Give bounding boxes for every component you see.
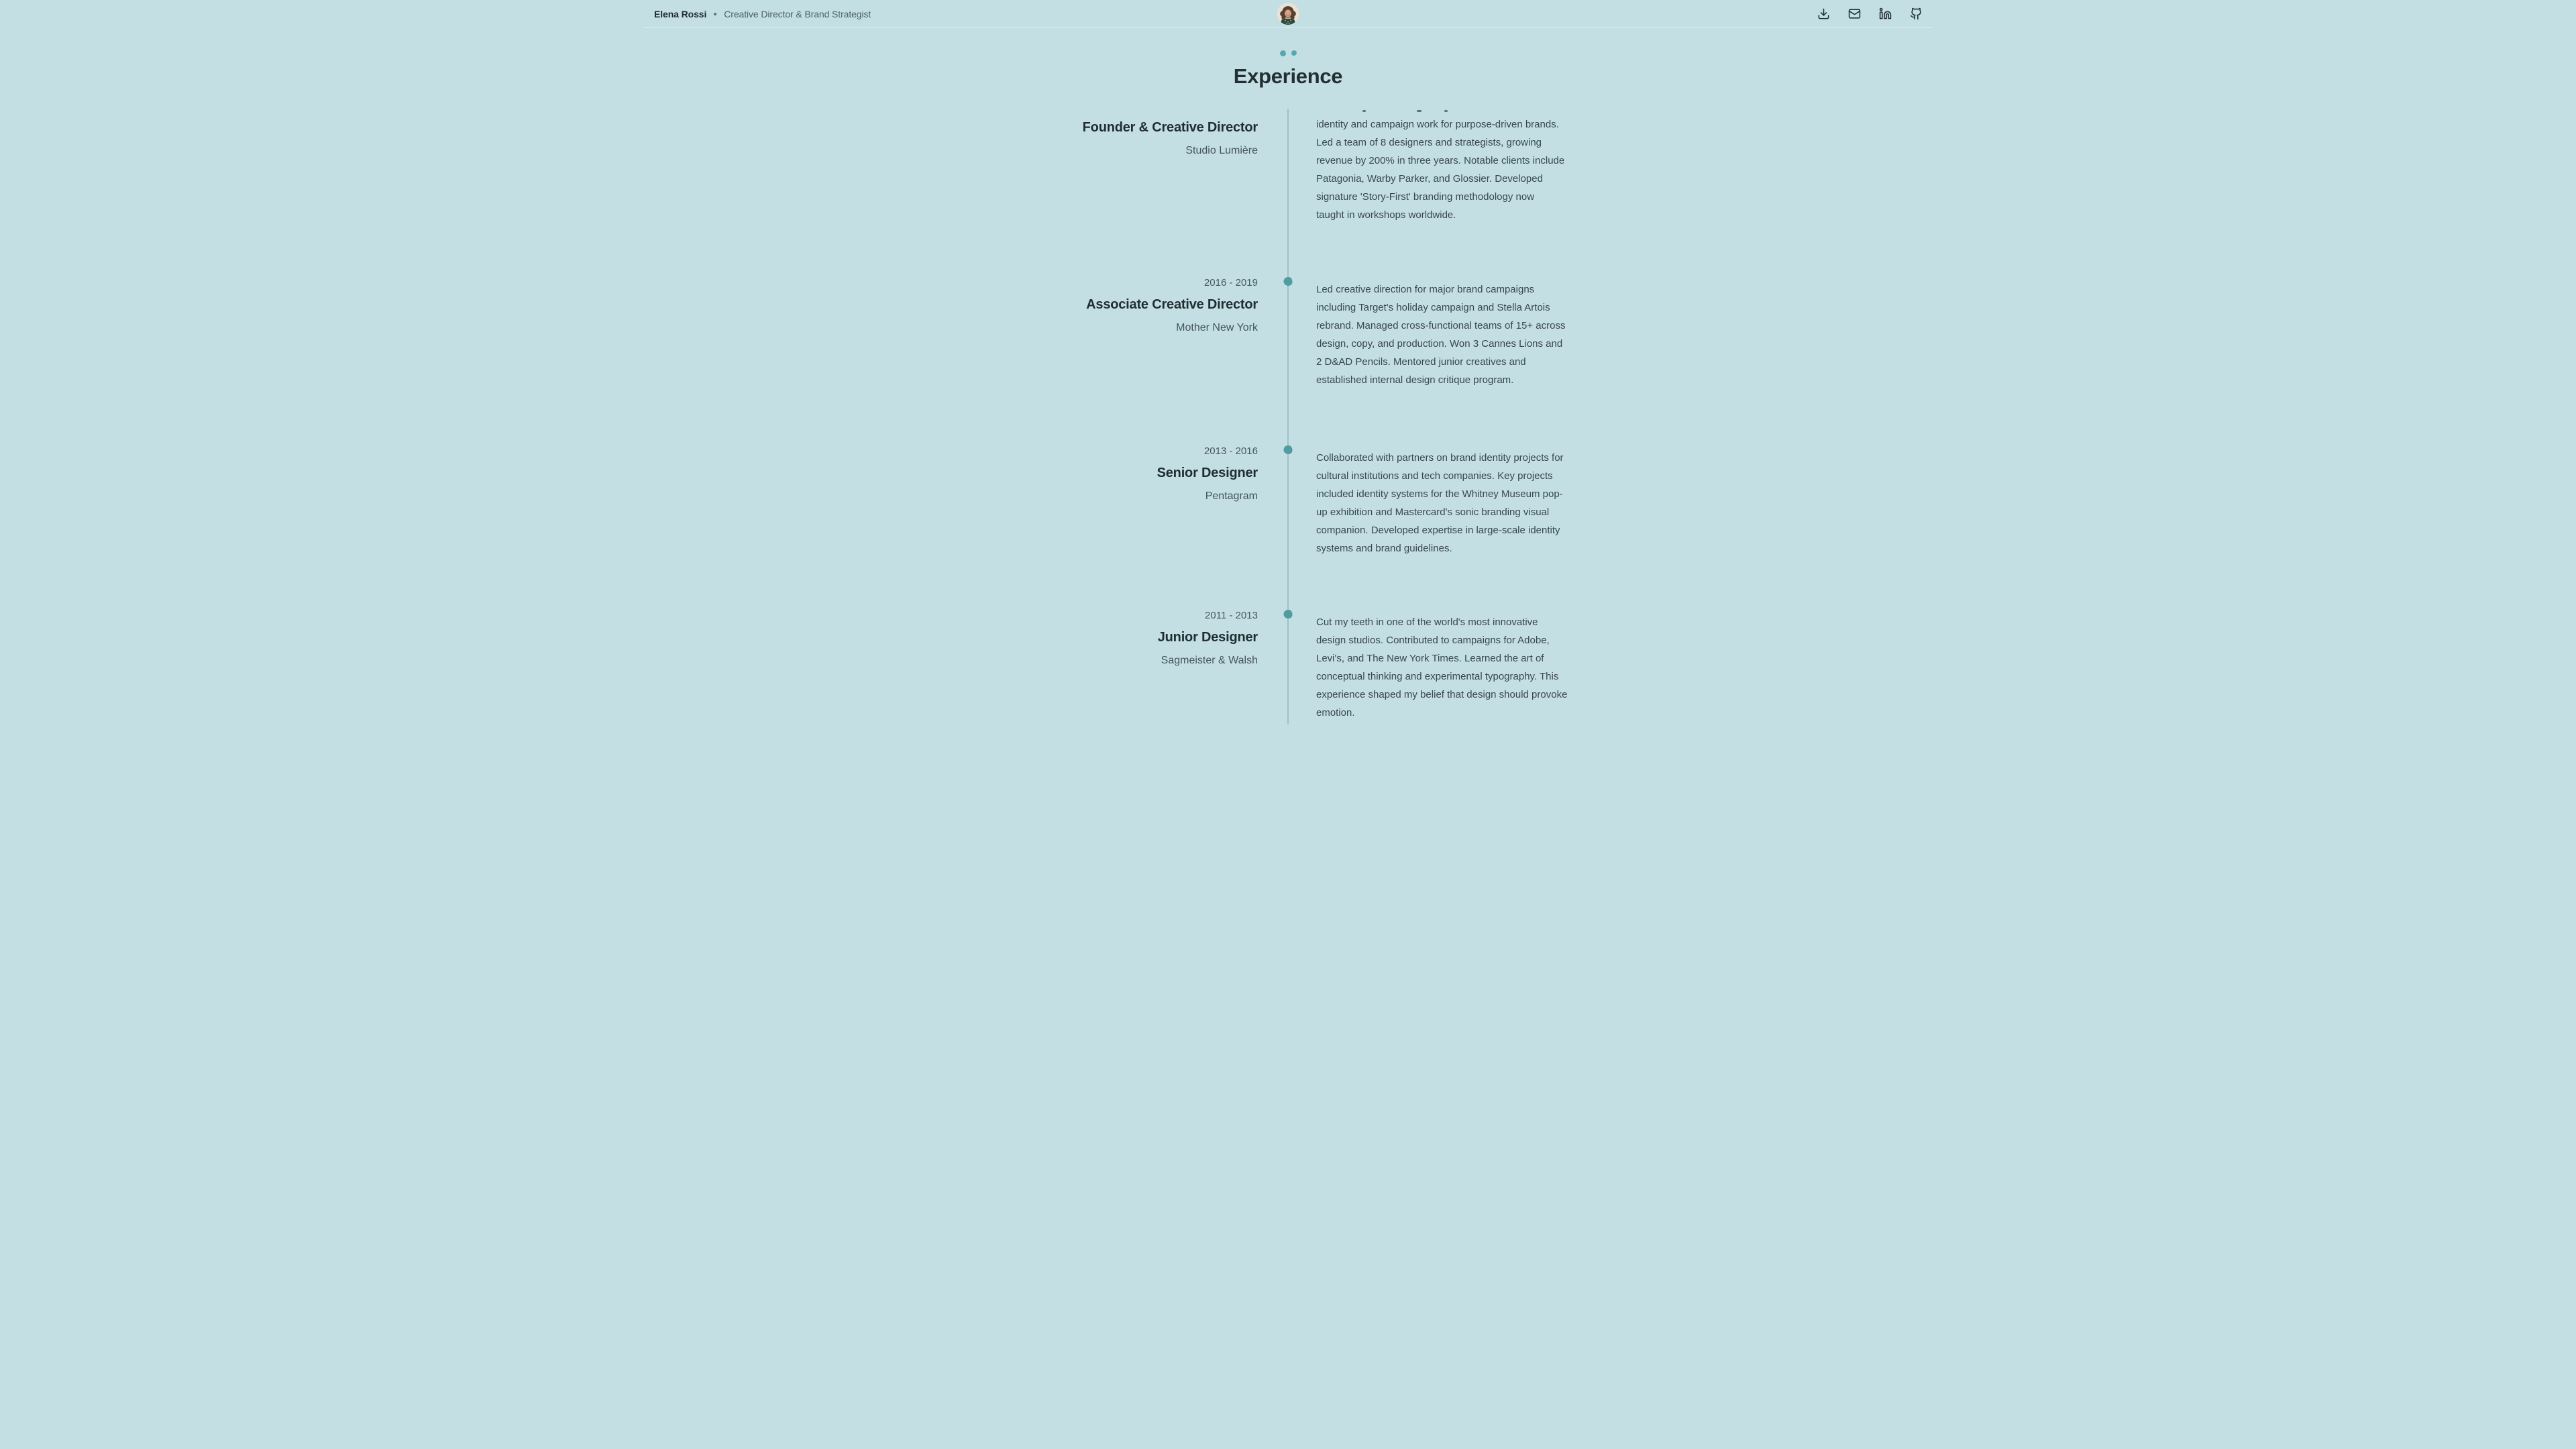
entry-description: [1316, 449, 1578, 557]
description-line: 2 D&AD Pencils. Mentored junior creatives and: [1316, 356, 1526, 368]
separator-dot-icon: [714, 13, 716, 15]
description-line: identity and campaign work for purpose-driven brands.: [1316, 119, 1559, 130]
description-line: signature 'Story-First' branding methodology now: [1316, 191, 1535, 203]
download-icon: [1817, 7, 1830, 20]
description-line: Cut my teeth in one of the world's most innovative: [1316, 616, 1538, 628]
entry-title: Junior Designer: [1157, 630, 1258, 645]
description-line: included identity systems for the Whitney Museum pop-: [1316, 488, 1563, 500]
github-button[interactable]: [1909, 7, 1923, 21]
email-button[interactable]: [1847, 7, 1861, 21]
description-line: Collaborated with partners on brand identity projects for: [1316, 452, 1564, 464]
description-line: rebrand. Managed cross-functional teams of 15+ across: [1316, 320, 1566, 331]
description-line: systems and brand guidelines.: [1316, 543, 1452, 554]
site-header: [644, 0, 1932, 28]
timeline-dot-icon: [1284, 445, 1293, 454]
entry-meta: [987, 608, 1258, 722]
description-line: experience shaped my belief that design should provoke: [1316, 689, 1568, 700]
description-line: taught in workshops worldwide.: [1316, 209, 1456, 221]
entry-dates: 2013 - 2016: [1203, 445, 1258, 457]
entry-meta: [987, 275, 1258, 389]
entry-title: Associate Creative Director: [1086, 297, 1258, 312]
experience-entry: [987, 275, 1589, 389]
teal-dot-icon: [1280, 50, 1286, 56]
teal-dot-icon: [1291, 50, 1297, 56]
description-line: design, copy, and production. Won 3 Cannes Lions and: [1316, 338, 1563, 350]
entry-description: [1316, 613, 1578, 722]
description-line: design studios. Contributed to campaigns for Adobe,: [1316, 635, 1550, 646]
entry-title: Senior Designer: [1157, 466, 1258, 480]
entry-meta: [987, 443, 1258, 557]
person-name: Elena Rossi: [654, 8, 707, 19]
entry-dates: 2016 - 2019: [1203, 277, 1258, 288]
entry-meta: [987, 99, 1258, 224]
decorative-dots: [644, 50, 1932, 56]
experience-entry: [987, 608, 1589, 722]
section-title: Experience: [1233, 64, 1343, 88]
entry-body: [1316, 275, 1578, 389]
entry-company: Mother New York: [1176, 322, 1258, 333]
experience-entry: [987, 443, 1589, 557]
description-line: revenue by 200% in three years. Notable clients include: [1316, 155, 1565, 166]
entry-body: [1316, 99, 1578, 224]
description-line: Led a team of 8 designers and strategists, growing: [1316, 137, 1542, 148]
experience-entry: [987, 99, 1589, 224]
entry-company: Studio Lumière: [1185, 145, 1258, 156]
linkedin-button[interactable]: [1878, 7, 1892, 21]
description-line: companion. Developed expertise in large-scale identity: [1316, 525, 1560, 536]
entry-company: Sagmeister & Walsh: [1161, 655, 1258, 666]
download-button[interactable]: [1817, 7, 1830, 21]
header-actions: [1817, 7, 1923, 21]
github-icon: [1910, 7, 1923, 20]
entry-title: Founder & Creative Director: [1082, 120, 1258, 135]
description-line: conceptual thinking and experimental typography. This: [1316, 671, 1559, 682]
linkedin-icon: [1879, 7, 1892, 20]
entry-description: [1316, 280, 1578, 389]
person-role: Creative Director & Brand Strategist: [724, 8, 871, 19]
description-line: Levi's, and The New York Times. Learned the art of: [1316, 653, 1544, 664]
description-line: established internal design critique program.: [1316, 374, 1514, 386]
description-line: Patagonia, Warby Parker, and Glossier. Developed: [1316, 173, 1543, 184]
description-line: Led creative direction for major brand campaigns: [1316, 284, 1535, 295]
entry-description: [1316, 115, 1578, 224]
description-line: emotion.: [1316, 707, 1355, 718]
entry-body: [1316, 443, 1578, 557]
description-line: cultural institutions and tech companies. Key projects: [1316, 470, 1553, 482]
avatar-illustration: [1277, 3, 1299, 25]
entry-body: [1316, 608, 1578, 722]
timeline-dot-icon: [1284, 610, 1293, 619]
avatar[interactable]: [1277, 3, 1299, 25]
mail-icon: [1848, 7, 1861, 20]
description-line: including Target's holiday campaign and Stella Artois: [1316, 302, 1550, 313]
entry-dates: 2011 - 2013: [1205, 610, 1258, 621]
description-line: up exhibition and Mastercard's sonic branding visual: [1316, 506, 1550, 518]
entry-company: Pentagram: [1205, 490, 1258, 502]
header-identity: [654, 9, 871, 19]
timeline-dot-icon: [1284, 277, 1293, 286]
page: [644, 0, 1932, 724]
